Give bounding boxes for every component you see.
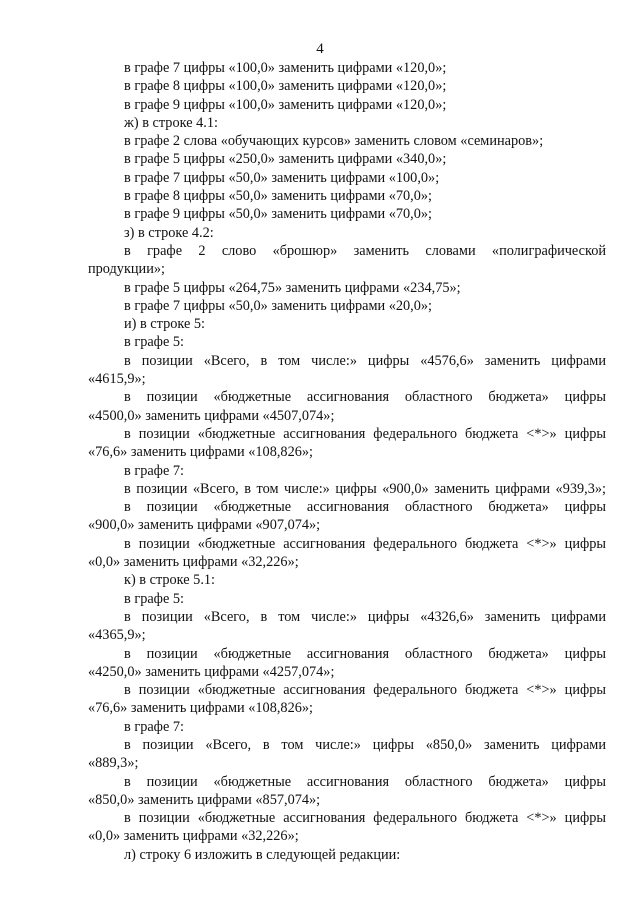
text-line: в графе 2 слово «брошюр» заменить словами «полиграфической (124, 242, 606, 259)
text-line: «4250,0» заменить цифрами «4257,074»; (88, 663, 335, 680)
text-line: «0,0» заменить цифрами «32,226»; (88, 554, 299, 571)
text-line: «4500,0» заменить цифрами «4507,074»; (88, 407, 335, 424)
text-line: в позиции «бюджетные ассигнования федерального бюджета <*>» цифры (124, 535, 606, 552)
text-line: в графе 9 цифры «100,0» заменить цифрами «120,0»; (124, 96, 447, 113)
text-line: «889,3»; (88, 755, 139, 772)
text-line: в позиции «Всего, в том числе:» цифры «850,0» заменить цифрами (124, 736, 606, 753)
text-line: к) в строке 5.1: (124, 572, 216, 589)
text-line: в графе 7: (124, 462, 184, 479)
text-line: и) в строке 5: (124, 316, 206, 333)
page-number: 4 (316, 41, 324, 57)
text-line: в позиции «Всего, в том числе:» цифры «4326,6» заменить цифрами (124, 608, 606, 625)
text-line: в графе 5 цифры «250,0» заменить цифрами «340,0»; (124, 151, 447, 168)
text-line: в графе 5: (124, 590, 184, 607)
text-line: «900,0» заменить цифрами «907,074»; (88, 517, 321, 534)
text-line: в позиции «Всего, в том числе:» цифры «4576,6» заменить цифрами (124, 352, 606, 369)
text-line: в графе 2 слова «обучающих курсов» заменить словом «семинаров»; (124, 133, 544, 150)
text-line: в позиции «бюджетные ассигнования областного бюджета» цифры (124, 773, 606, 790)
text-line: в графе 8 цифры «100,0» заменить цифрами «120,0»; (124, 78, 447, 95)
text-line: в графе 8 цифры «50,0» заменить цифрами «70,0»; (124, 188, 433, 205)
text-line: в позиции «бюджетные ассигнования федерального бюджета <*>» цифры (124, 810, 606, 827)
text-line: з) в строке 4.2: (124, 224, 214, 241)
text-line: в графе 7: (124, 718, 184, 735)
text-line: в позиции «бюджетные ассигнования областного бюджета» цифры (124, 389, 606, 406)
text-line: «850,0» заменить цифрами «857,074»; (88, 791, 321, 808)
text-line: л) строку 6 изложить в следующей редакции: (124, 846, 401, 863)
text-line: в позиции «бюджетные ассигнования федерального бюджета <*>» цифры (124, 425, 606, 442)
text-line: «0,0» заменить цифрами «32,226»; (88, 828, 299, 845)
text-line: в графе 7 цифры «100,0» заменить цифрами «120,0»; (124, 60, 447, 76)
text-line: «4615,9»; (88, 371, 146, 388)
text-line: в графе 5 цифры «264,75» заменить цифрами «234,75»; (124, 279, 461, 296)
text-line: «76,6» заменить цифрами «108,826»; (88, 700, 313, 717)
text-line: ж) в строке 4.1: (124, 114, 218, 131)
text-line: в позиции «бюджетные ассигнования областного бюджета» цифры (124, 499, 606, 516)
text-line: в графе 7 цифры «50,0» заменить цифрами «100,0»; (124, 169, 440, 186)
text-line: в графе 5: (124, 334, 184, 351)
text-line: в графе 7 цифры «50,0» заменить цифрами «20,0»; (124, 297, 433, 314)
text-line: «4365,9»; (88, 627, 146, 644)
text-line: в позиции «бюджетные ассигнования областного бюджета» цифры (124, 645, 606, 662)
text-line: в графе 9 цифры «50,0» заменить цифрами «70,0»; (124, 206, 433, 223)
document-body (88, 59, 606, 864)
text-line: в позиции «бюджетные ассигнования федерального бюджета <*>» цифры (124, 682, 606, 699)
text-line: продукции»; (88, 261, 165, 278)
text-line: в позиции «Всего, в том числе:» цифры «900,0» заменить цифрами «939,3»; (124, 480, 606, 497)
text-line: «76,6» заменить цифрами «108,826»; (88, 444, 313, 461)
